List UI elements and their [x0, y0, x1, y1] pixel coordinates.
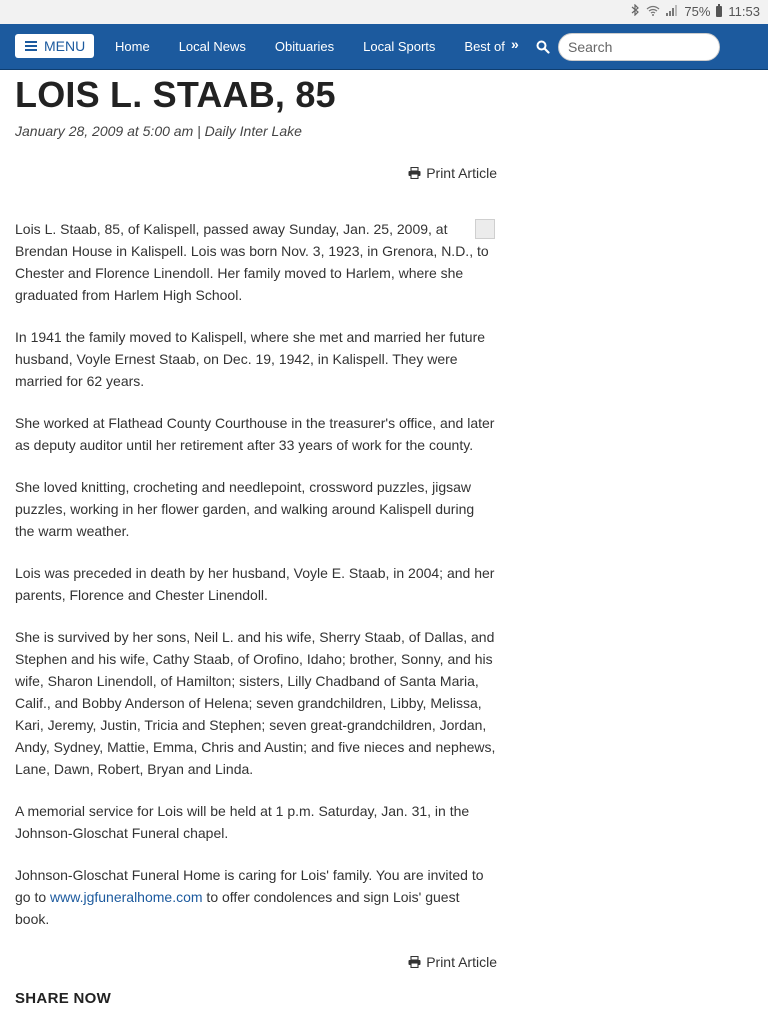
article-byline: January 28, 2009 at 5:00 am | Daily Inter Lake [15, 123, 302, 139]
print-article-label: Print Article [426, 954, 497, 970]
nav-more-button[interactable]: » [511, 36, 519, 52]
nav-links [115, 24, 515, 69]
bluetooth-icon [631, 4, 640, 19]
article-paragraph: In 1941 the family moved to Kalispell, where she met and married her future husband, Voyle Ernest Staab, on Dec. 19, 1942, in Kalispell. They were married for 62 years. [15, 329, 486, 389]
printer-icon [408, 167, 421, 179]
article-body [15, 218, 497, 930]
menu-label: MENU [44, 38, 86, 54]
nav-link-local-news[interactable]: Local News [178, 39, 246, 54]
article-paragraph: She loved knitting, crocheting and needlepoint, crossword puzzles, jigsaw puzzles, working in her flower garden, and walking around Kalispell during the warm weather. [15, 479, 475, 539]
nav-link-obituaries[interactable]: Obituaries [274, 39, 335, 54]
nav-link-local-sports[interactable]: Local Sports [363, 39, 436, 54]
paragraph-text: Johnson-Gloschat Funeral Home is caring for Lois' family. You are invited to go to [15, 867, 484, 905]
top-navigation [0, 24, 768, 70]
status-bar [0, 0, 768, 24]
nav-link-home[interactable]: Home [115, 39, 150, 54]
article-paragraph: A memorial service for Lois will be held at 1 p.m. Saturday, Jan. 31, in the Johnson-Gloschat Funeral chapel. [15, 803, 470, 841]
search-input[interactable] [558, 33, 720, 61]
article-paragraph: She worked at Flathead County Courthouse in the treasurer's office, and later as deputy auditor until her retirement after 33 years of work for the county. [15, 415, 495, 453]
article-image-placeholder [475, 219, 495, 239]
menu-button[interactable] [15, 34, 94, 58]
battery-icon [716, 6, 722, 17]
printer-icon [408, 956, 421, 968]
print-article-label: Print Article [426, 165, 497, 181]
paragraph-text: to offer condolences and sign Lois' guest book. [15, 889, 460, 927]
nav-link-best-of[interactable]: Best of [464, 39, 505, 54]
article-paragraph-last [15, 864, 497, 930]
article-paragraph: Lois was preceded in death by her husband, Voyle E. Staab, in 2004; and her parents, Florence and Chester Linendoll. [15, 565, 495, 603]
article-title: LOIS L. STAAB, 85 [15, 74, 336, 115]
print-article-button-top[interactable] [15, 163, 497, 183]
battery-percent: 75% [684, 4, 711, 19]
wifi-icon [646, 5, 660, 19]
signal-icon [666, 5, 678, 19]
print-article-button-bottom[interactable] [15, 952, 497, 972]
article-paragraph: She is survived by her sons, Neil L. and his wife, Sherry Staab, of Dallas, and Stephen and his wife, Cathy Staab, of Orofino, Idaho; brother, Sonny, and his wife, Sharon Linendoll, of Hamilton; sisters, Lilly Chadband of Santa Maria, Calif., and Bobby Anderson of Helena; seven grandchildren, Libby, Melissa, Kari, Jeremy, Justin, Tricia and Stephen; seven great-grandchildren, Jordan, Andy, Sydney, Mattie, Emma, Chris and Austin; and five nieces and nephews, Lane, Dawn, Robert, Bryan and Linda. [15, 629, 496, 777]
search-icon[interactable] [536, 40, 550, 54]
article [15, 70, 497, 1007]
clock: 11:53 [728, 4, 760, 19]
share-heading: SHARE NOW [15, 990, 112, 1007]
funeral-home-link[interactable]: www.jgfuneralhome.com [50, 889, 203, 905]
hamburger-icon [25, 41, 37, 51]
article-paragraph: Lois L. Staab, 85, of Kalispell, passed away Sunday, Jan. 25, 2009, at Brendan House in Kalispell. Lois was born Nov. 3, 1923, in Grenora, N.D., to Chester and Florence Linendoll. Her family moved to Harlem, where she graduated from Harlem High School. [15, 221, 489, 303]
